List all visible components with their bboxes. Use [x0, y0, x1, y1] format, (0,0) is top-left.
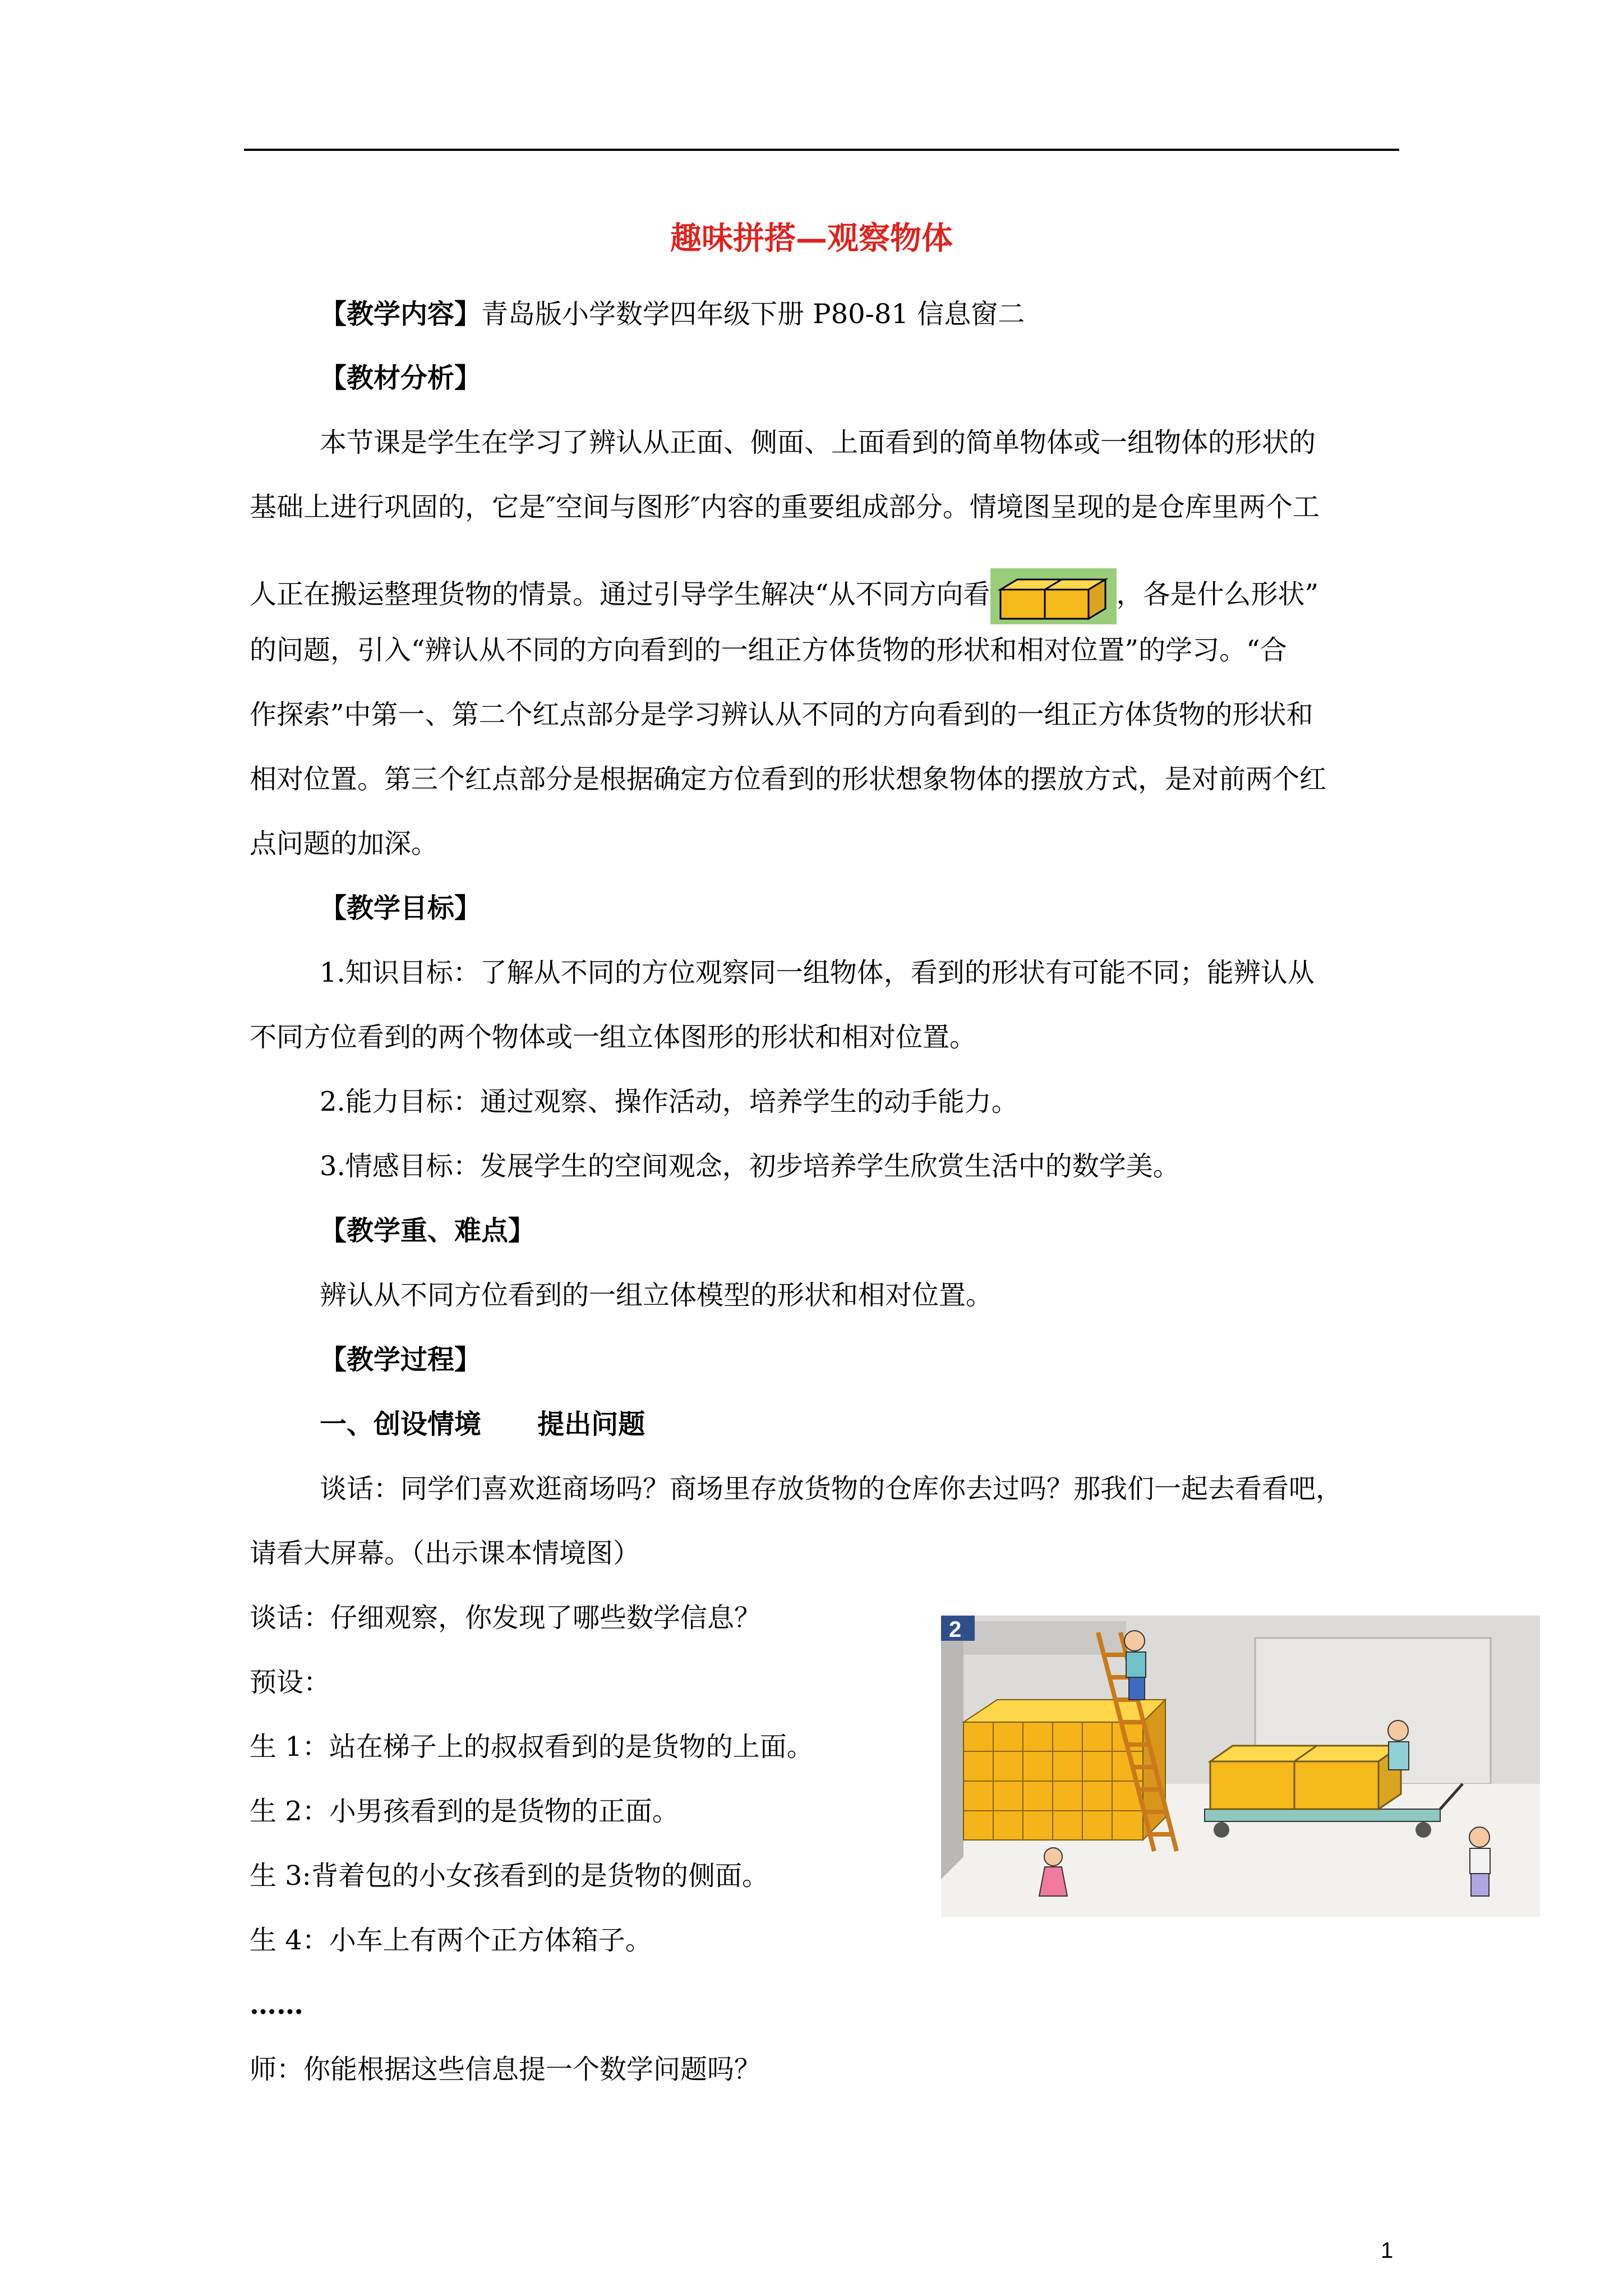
- goal-2: 2.能力目标：通过观察、操作活动，培养学生的动手能力。: [320, 1086, 1018, 1117]
- analysis-line-3a: 人正在搬运整理货物的情景。通过引导学生解决“从不同方向看: [250, 578, 990, 610]
- analysis-heading: 【教材分析】: [320, 362, 482, 394]
- talk-1-line-1: 谈话：同学们喜欢逛商场吗？商场里存放货物的仓库你去过吗？那我们一起去看看吧，: [320, 1473, 1343, 1504]
- analysis-line-3: [250, 568, 1318, 624]
- student-3: 生 3:背着包的小女孩看到的是货物的侧面。: [250, 1860, 769, 1892]
- talk-1-line-2: 请看大屏幕。（出示课本情境图）: [250, 1538, 640, 1569]
- teacher-question: 师：你能根据这些信息提一个数学问题吗？: [250, 2054, 762, 2085]
- analysis-line-1: 本节课是学生在学习了辨认从正面、侧面、上面看到的简单物体或一组物体的形状的: [320, 427, 1316, 458]
- figure-badge: 2: [949, 1617, 962, 1642]
- warehouse-scene-image: [941, 1616, 1540, 1917]
- content-line: [320, 296, 1025, 332]
- content-label: 【教学内容】: [320, 298, 482, 330]
- keypoints-heading: 【教学重、难点】: [320, 1215, 536, 1246]
- analysis-line-6: 相对位置。第三个红点部分是根据确定方位看到的形状想象物体的摆放方式，是对前两个红: [250, 763, 1327, 795]
- preset-label: 预设：: [250, 1667, 331, 1698]
- page-number: 1: [1381, 2238, 1394, 2263]
- page-title: 趣味拼搭—观察物体: [670, 220, 953, 257]
- analysis-line-3b: ，各是什么形状”: [1116, 578, 1319, 610]
- student-4: 生 4：小车上有两个正方体箱子。: [250, 1925, 652, 1956]
- student-2: 生 2：小男孩看到的是货物的正面。: [250, 1796, 679, 1827]
- content-text: 青岛版小学数学四年级下册 P80-81 信息窗二: [481, 298, 1025, 330]
- talk-2: 谈话：仔细观察，你发现了哪些数学信息？: [250, 1602, 762, 1634]
- analysis-line-5: 作探索”中第一、第二个红点部分是学习辨认从不同的方向看到的一组正方体货物的形状和: [250, 699, 1313, 730]
- ellipsis: ……: [250, 1989, 303, 2021]
- analysis-line-2: 基础上进行巩固的，它是″空间与图形″内容的重要组成部分。情境图呈现的是仓库里两个工: [250, 491, 1320, 523]
- two-boxes-image: [990, 568, 1117, 624]
- analysis-line-7: 点问题的加深。: [250, 828, 439, 859]
- analysis-line-4: 的问题，引入“辨认从不同的方向看到的一组正方体货物的形状和相对位置”的学习。“合: [250, 634, 1287, 666]
- process-heading: 【教学过程】: [320, 1344, 482, 1375]
- goals-heading: 【教学目标】: [320, 892, 482, 924]
- goal-1-line-1: 1.知识目标：了解从不同的方位观察同一组物体，看到的形状有可能不同；能辨认从: [320, 957, 1315, 988]
- section-1-heading: 一、创设情境 提出问题: [320, 1409, 645, 1440]
- goal-1-line-2: 不同方位看到的两个物体或一组立体图形的形状和相对位置。: [250, 1022, 977, 1053]
- goal-3: 3.情感目标：发展学生的空间观念，初步培养学生欣赏生活中的数学美。: [320, 1151, 1180, 1182]
- student-1: 生 1：站在梯子上的叔叔看到的是货物的上面。: [250, 1731, 814, 1763]
- keypoints-text: 辨认从不同方位看到的一组立体模型的形状和相对位置。: [320, 1280, 993, 1311]
- header-rule: [244, 149, 1399, 151]
